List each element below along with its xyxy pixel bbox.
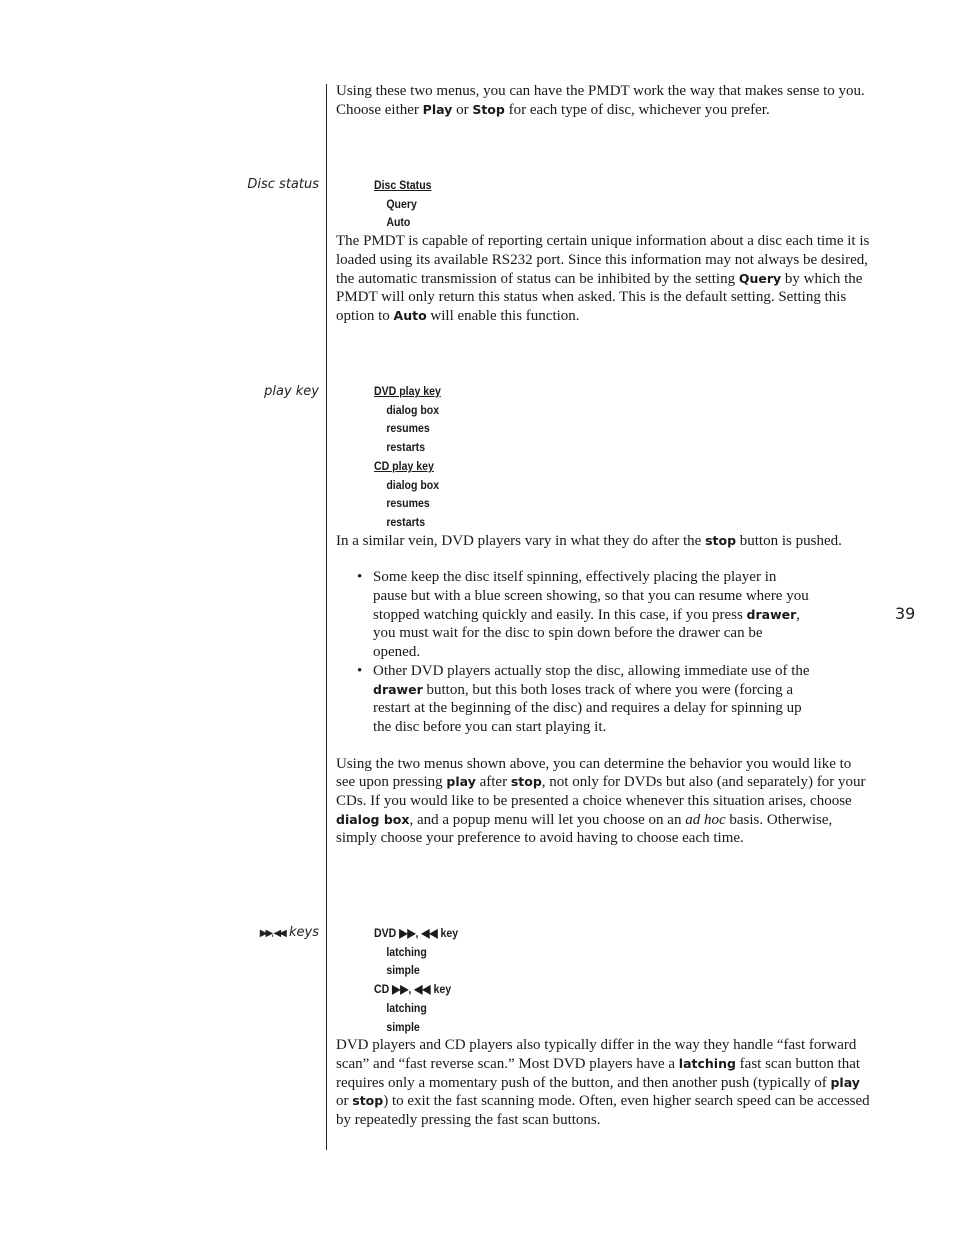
play-key-section — [336, 382, 870, 848]
page-number: 39 — [895, 604, 916, 623]
menu-option: restarts — [386, 514, 426, 529]
margin-label-scan-keys: ▶▶, ◀◀ keys — [259, 925, 319, 940]
menu-option: Query — [386, 196, 417, 211]
menu-heading: Disc Status — [374, 178, 432, 192]
scan-keys-menu — [374, 924, 810, 1036]
menu-heading: DVD ▶▶, ◀◀ key — [374, 926, 459, 940]
disc-status-section — [336, 176, 870, 326]
intro-paragraph: Using these two menus, you can have the PMDT work the way that makes sense to you. Choose either Play or Stop for each type of disc, whichever you prefer. — [336, 83, 865, 118]
margin-label-play-key: play key — [264, 384, 319, 399]
bullet-list — [336, 568, 813, 736]
play-key-paragraph-2: Using the two menus shown above, you can determine the behavior you would like to see upon pressing play after stop, not only for DVDs but also (and separately) for your CDs. If you would like to be presented a choice whenever this situation arises, choose dialog box, and a popup menu will let you choose on an ad hoc basis. Otherwise, simply choose your preference to avoid having to choose each time. — [336, 755, 866, 847]
list-item: • Some keep the disc itself spinning, effectively placing the player in pause but with a blue screen showing, so that you can resume where you stopped watching quickly and easily. In this case, if you press drawer, you must wait for the disc to spin down before the drawer can be opened. — [373, 568, 813, 662]
list-item: • Other DVD players actually stop the disc, allowing immediate use of the drawer button, but this both loses track of where you were (forcing a restart at the beginning of the disc) and requires a delay for spinning up the disc before you can start playing it. — [373, 662, 813, 737]
scan-glyphs-icon: ▶▶, ◀◀ — [259, 928, 285, 939]
menu-option: restarts — [386, 440, 426, 455]
menu-option: resumes — [386, 496, 430, 511]
menu-option: simple — [386, 1019, 420, 1034]
menu-option: Auto — [386, 215, 411, 230]
scan-keys-paragraph: DVD players and CD players also typically differ in the way they handle “fast forward scan” and “fast reverse scan.” Most DVD players have a latching fast scan button that requires only a momentary push of the button, and then another push (typically of play or stop) to exit the fast scanning mode. Often, even higher search speed can be accessed by repeatedly pressing the fast scan buttons. — [336, 1037, 870, 1129]
menu-option: dialog box — [386, 402, 440, 417]
menu-option: latching — [386, 1000, 427, 1015]
margin-label-disc-status: Disc status — [247, 177, 319, 192]
disc-status-menu — [374, 176, 810, 232]
menu-option: resumes — [386, 421, 430, 436]
menu-heading: CD play key — [374, 458, 434, 473]
menu-option: simple — [386, 963, 420, 978]
dvd-play-key-menu — [374, 382, 810, 532]
scan-keys-section — [336, 924, 870, 1130]
menu-option: latching — [386, 944, 427, 959]
play-key-paragraph-1: In a similar vein, DVD players vary in what they do after the stop button is pushed. — [336, 532, 842, 549]
disc-status-paragraph: The PMDT is capable of reporting certain unique information about a disc each time it is loaded using its available RS232 port. Since this information may not always be desired, the automatic transmission of status can be inhibited by the setting Query by which the PMDT will only return this status when asked. This is the default setting. Setting this option to Auto will enable this function. — [336, 233, 870, 324]
menu-heading: DVD play key — [374, 384, 441, 398]
menu-option: dialog box — [386, 477, 440, 492]
margin-rule — [326, 84, 327, 1150]
menu-heading: CD ▶▶, ◀◀ key — [374, 982, 452, 997]
